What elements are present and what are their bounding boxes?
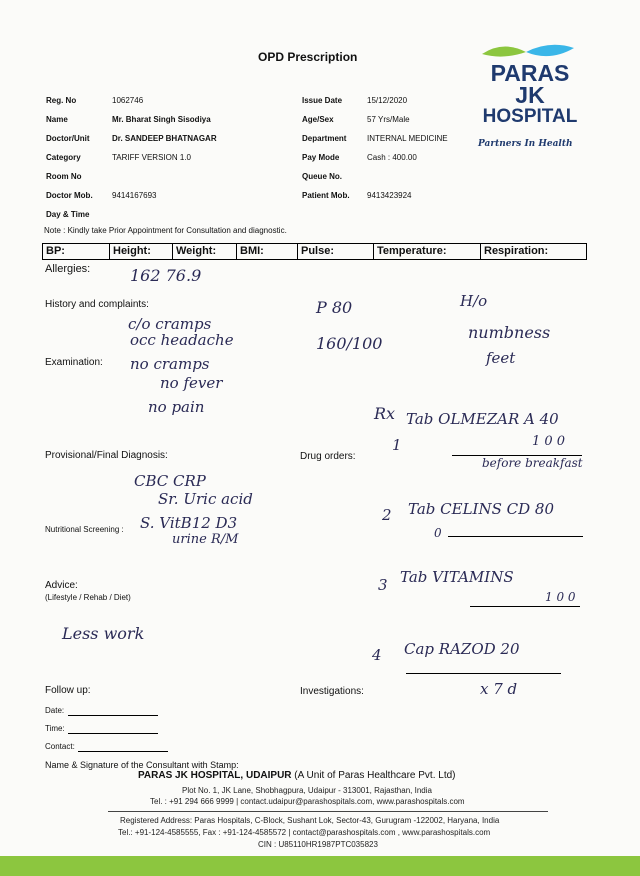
document-title: OPD Prescription: [258, 50, 358, 64]
field-value: Dr. SANDEEP BHATNAGAR: [112, 134, 217, 143]
follow-up-label: Follow up:: [45, 685, 91, 696]
field-label: Name: [46, 115, 68, 124]
footer-green-bar: [0, 856, 640, 876]
field-value: INTERNAL MEDICINE: [367, 134, 448, 143]
field-label: Issue Date: [302, 96, 343, 105]
logo-jk: JK: [515, 82, 545, 108]
handwritten-history-2: occ headache: [130, 331, 234, 349]
handwritten-height-weight: 162 76.9: [130, 266, 202, 285]
appointment-note: Note : Kindly take Prior Appointment for Consultation and diagnostic.: [44, 226, 287, 235]
handwritten-pulse: P 80: [316, 298, 353, 317]
handwritten-hr-1: H/o: [460, 292, 488, 310]
field-label: Doctor/Unit: [46, 134, 90, 143]
vitals-respiration: Respiration:: [484, 245, 549, 257]
vitals-pulse: Pulse:: [298, 244, 374, 259]
handwritten-rx-4: Cap RAZOD 20: [404, 640, 520, 658]
handwritten-exam-2: no fever: [160, 374, 223, 392]
handwritten-exam-1: no cramps: [130, 355, 210, 373]
footer-hospital-line: [138, 770, 456, 781]
allergies-label: Allergies:: [45, 263, 91, 275]
vitals-bmi: BMI:: [237, 244, 298, 259]
field-label: Queue No.: [302, 172, 343, 181]
handwritten-rx-1-note: before breakfast: [482, 456, 583, 470]
handwritten-hr-2: numbness: [468, 323, 551, 342]
handwritten-diag-1: CBC CRP: [134, 472, 206, 490]
field-label: Patient Mob.: [302, 191, 350, 200]
footer-hospital-name: PARAS JK HOSPITAL, UDAIPUR: [138, 770, 292, 781]
logo-text: [478, 62, 582, 127]
handwritten-rx-3: Tab VITAMINS: [400, 568, 514, 586]
handwritten-rx-head: Rx: [374, 404, 396, 423]
field-label: Age/Sex: [302, 115, 334, 124]
vitals-bp: BP:: [43, 244, 110, 259]
handwritten-num-2: 2: [382, 506, 392, 524]
field-label: Reg. No: [46, 96, 77, 105]
nutritional-label: Nutritional Screening :: [45, 525, 124, 534]
advice-label: Advice:: [45, 580, 78, 591]
history-label: History and complaints:: [45, 299, 149, 310]
field-label: Doctor Mob.: [46, 191, 93, 200]
handwritten-rx-3-dose: 1 0 0: [545, 590, 576, 604]
handwritten-exam-3: no pain: [148, 398, 205, 416]
field-label: Department: [302, 134, 347, 143]
field-value: TARIFF VERSION 1.0: [112, 153, 191, 162]
field-value: 9414167693: [112, 191, 157, 200]
field-value: 57 Yrs/Male: [367, 115, 410, 124]
examination-label: Examination:: [45, 357, 103, 368]
field-value: 1062746: [112, 96, 144, 105]
handwritten-num-1: 1: [392, 436, 402, 454]
handwritten-rx-1-dose: 1 0 0: [532, 434, 566, 449]
handwritten-diag-2: Sr. Uric acid: [158, 490, 253, 508]
handwritten-history-1: c/o cramps: [128, 315, 212, 333]
handwritten-diag-3: S. VitB12 D3: [140, 514, 238, 532]
vitals-height: Height:: [110, 244, 173, 259]
field-value: 9413423924: [367, 191, 412, 200]
logo-tagline: Partners In Health: [478, 139, 573, 149]
footer-address-1: Plot No. 1, JK Lane, Shobhagpura, Udaipur - 313001, Rajasthan, India: [182, 786, 432, 795]
field-value: Mr. Bharat Singh Sisodiya: [112, 115, 211, 124]
advice-sublabel: (Lifestyle / Rehab / Diet): [45, 593, 131, 602]
footer-address-2: Tel. : +91 294 666 9999 | contact.udaipur@parashospitals.com, www.parashospitals.com: [150, 797, 465, 806]
logo-paras: PARAS: [490, 60, 570, 86]
handwritten-rx-2: Tab CELINS CD 80: [408, 500, 554, 518]
date-label: Date:: [45, 706, 65, 715]
paras-logo-icon: [478, 40, 578, 62]
drug-orders-label: Drug orders:: [300, 451, 356, 462]
field-value: 15/12/2020: [367, 96, 408, 105]
field-label: Pay Mode: [302, 153, 340, 162]
field-label: Category: [46, 153, 81, 162]
footer-unit: (A Unit of Paras Healthcare Pvt. Ltd): [291, 770, 456, 781]
handwritten-rx-2-dose: 0: [434, 526, 442, 540]
handwritten-diag-4: urine R/M: [172, 532, 239, 547]
vitals-temperature: Temperature:: [374, 244, 481, 259]
contact-label: Contact:: [45, 742, 75, 751]
signature-label: Name & Signature of the Consultant with Stamp:: [45, 760, 239, 770]
time-label: Time:: [45, 724, 65, 733]
handwritten-rx-1: Tab OLMEZAR A 40: [406, 410, 559, 428]
footer-registered-contact: Tel.: +91-124-4585555, Fax : +91-124-4585572 | contact@parashospitals.com , www.parashospitals.com: [118, 828, 491, 837]
field-label: Room No: [46, 172, 82, 181]
diagnosis-label: Provisional/Final Diagnosis:: [45, 450, 168, 461]
vitals-table: [42, 243, 587, 260]
handwritten-bp: 160/100: [316, 334, 383, 353]
footer-cin: CIN : U85110HR1987PTC035823: [258, 840, 378, 849]
field-label: Day & Time: [46, 210, 90, 219]
handwritten-hr-3: feet: [486, 349, 516, 367]
handwritten-num-4: 4: [372, 646, 382, 664]
logo-hospital: HOSPITAL: [482, 106, 578, 127]
handwritten-num-3: 3: [378, 576, 388, 594]
investigations-label: Investigations:: [300, 686, 364, 697]
handwritten-rx-4-duration: x 7 d: [480, 680, 518, 698]
vitals-weight: Weight:: [173, 244, 237, 259]
field-value: Cash : 400.00: [367, 153, 417, 162]
footer-registered-address: Registered Address: Paras Hospitals, C-Block, Sushant Lok, Sector-43, Gurugram -122002, Haryana, India: [120, 816, 500, 825]
handwritten-advice: Less work: [62, 624, 145, 643]
